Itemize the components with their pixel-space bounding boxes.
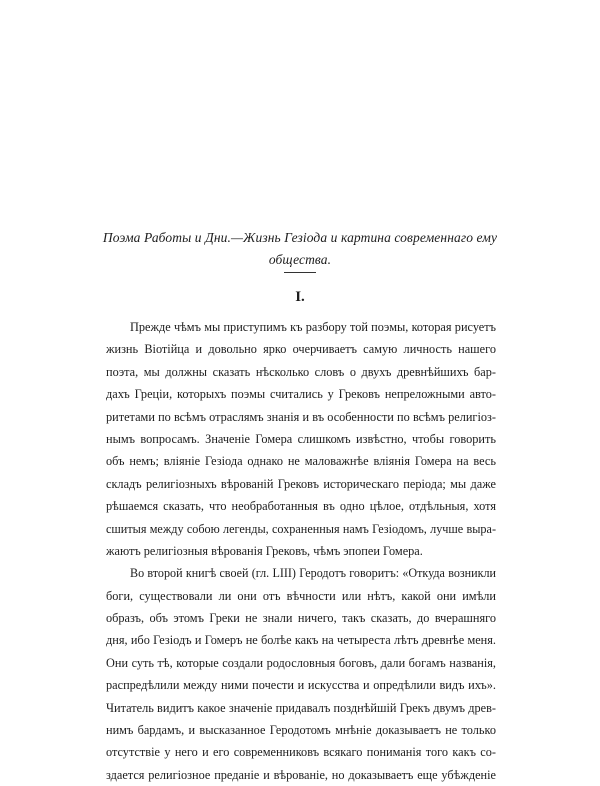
text-line: ритетами по всѣмъ отраслямъ знанія и въ особенности по всѣмъ религіоз-: [106, 409, 496, 424]
text-line: нымъ вопросамъ. Значеніе Гомера слишкомъ извѣстно, чтобы говорить: [106, 431, 496, 446]
text-line: жаютъ религіозныя вѣрованія Грековъ, чѣмъ эпопеи Гомера.: [106, 543, 423, 558]
text-line: Они суть тѣ, которые создали родословныя боговъ, дали богамъ названія,: [106, 655, 496, 670]
text-line: объ немъ; вліяніе Гезіода однако не маловажнѣе вліянія Гомера на весь: [106, 454, 496, 469]
section-number: I.: [295, 289, 305, 305]
chapter-heading-line-1: Поэма Работы и Дни.—Жизнь Гезіода и картина современнаго ему: [102, 230, 498, 245]
text-line: здается религіозное преданіе и вѣрованіе, но доказываетъ еще убѣжденіе: [106, 767, 496, 782]
text-line: складъ религіозныхъ вѣрованій Грековъ историческаго періода; мы даже: [106, 476, 496, 491]
body-text: [106, 316, 496, 786]
text-line: Во второй книгѣ своей (гл. LIII) Геродотъ говоритъ: «Откуда возникли: [130, 566, 496, 581]
text-line: распредѣлили между ними почести и искусства и опредѣлили видъ ихъ».: [106, 678, 496, 693]
text-line: поэта, мы должны сказать нѣсколько словъ о двухъ древнѣйшихъ бар-: [106, 364, 496, 379]
text-line: боги, существовали ли они отъ вѣчности или нѣтъ, какой они имѣли: [106, 588, 496, 603]
text-line: жизнь Віотійца и довольно ярко очерчиваетъ самую личность нашего: [106, 342, 496, 357]
chapter-heading-line-2: общества.: [268, 252, 332, 267]
text-line: рѣшаемся сказать, что необработанныя въ одно цѣлое, отдѣльныя, хотя: [106, 499, 496, 514]
text-line: Прежде чѣмъ мы приступимъ къ разбору той поэмы, которая рисуетъ: [130, 320, 496, 334]
text-line: нимъ бардамъ, и высказанное Геродотомъ мнѣніе доказываетъ не только: [106, 723, 496, 738]
text-line: дахъ Греціи, которыхъ поэмы считались у Грековъ непреложными авто-: [106, 387, 496, 402]
heading-divider: [284, 272, 316, 273]
text-line: Читатель видитъ какое значеніе придавалъ позднѣйшій Грекъ двумъ древ-: [106, 700, 496, 715]
text-line: дня, ибо Гезіодъ и Гомеръ не болѣе какъ на четыреста лѣтъ древнѣе меня.: [106, 633, 496, 648]
chapter-heading: [95, 227, 505, 271]
text-line: отсутствіе у него и его современниковъ всякаго пониманія того какъ со-: [106, 745, 496, 760]
text-line: образъ, объ этомъ Греки не знали ничего, такъ сказать, до вчерашняго: [106, 611, 496, 626]
text-line: сшитыя между собою легенды, сохраненныя намъ Гезіодомъ, лучше выра-: [106, 521, 496, 536]
